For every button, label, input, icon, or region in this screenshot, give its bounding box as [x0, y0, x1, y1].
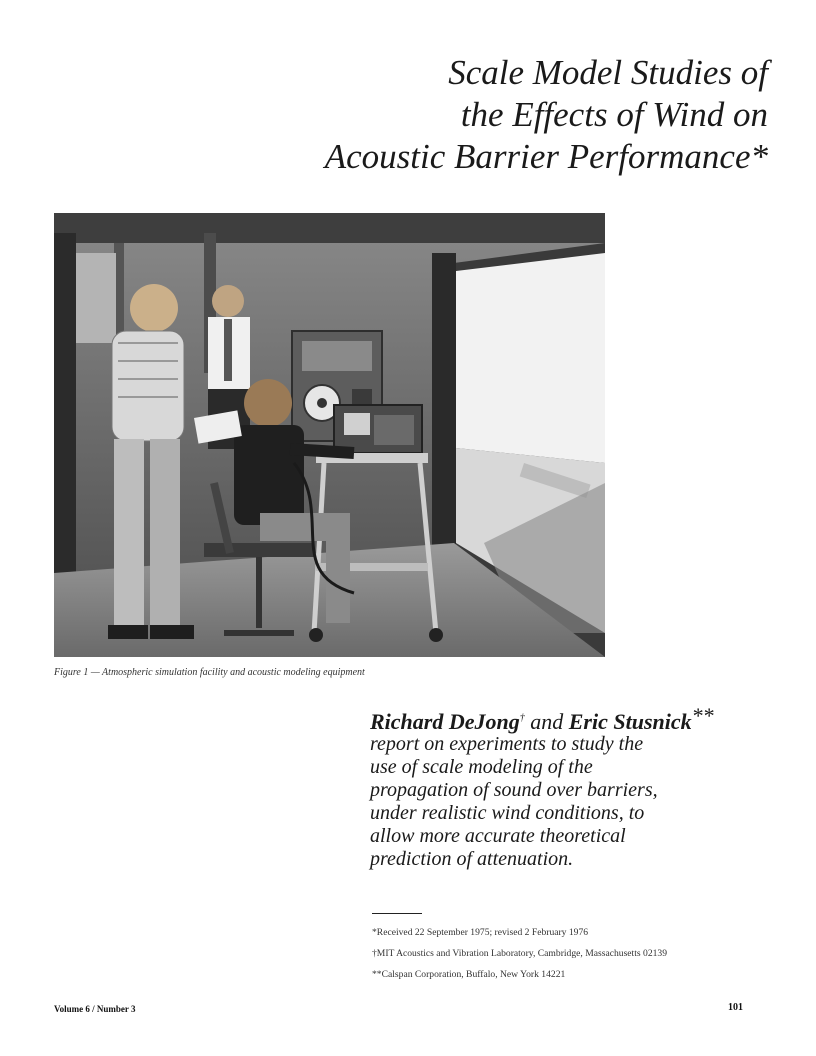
- title-line-3: Acoustic Barrier Performance*: [324, 137, 768, 176]
- abstract-block: [370, 704, 790, 871]
- article-title: [208, 52, 768, 178]
- abstract-line-6: prediction of attenuation.: [370, 848, 574, 870]
- figure-caption: Figure 1 — Atmospheric simulation facility and acoustic modeling equipment: [54, 667, 365, 678]
- footer-page-number: 101: [728, 1002, 743, 1013]
- footnote-divider: [372, 913, 422, 914]
- author-2-footnote-mark: **: [691, 703, 714, 728]
- title-line-2: the Effects of Wind on: [460, 95, 768, 134]
- abstract-line-4: under realistic wind conditions, to: [370, 802, 645, 824]
- figure-1-photo: [54, 213, 605, 657]
- footer-volume: Volume 6 / Number 3: [54, 1004, 136, 1014]
- abstract-line-1: report on experiments to study the: [370, 733, 644, 755]
- abstract-line-2: use of scale modeling of the: [370, 756, 593, 778]
- abstract-line-5: allow more accurate theoretical: [370, 825, 626, 847]
- footnotes: [372, 922, 667, 985]
- footnote-received: *Received 22 September 1975; revised 2 February 1976: [372, 927, 589, 938]
- authors-line: [370, 704, 790, 733]
- authors-conjunction: and: [530, 709, 564, 734]
- footnote-author-1-affiliation: †MIT Acoustics and Vibration Laboratory, Cambridge, Massachusetts 02139: [372, 948, 668, 959]
- author-1-name: Richard DeJong: [370, 709, 520, 734]
- author-2-name: Eric Stusnick: [568, 709, 692, 734]
- title-line-1: Scale Model Studies of: [448, 53, 768, 92]
- footnote-author-2-affiliation: **Calspan Corporation, Buffalo, New York 14221: [372, 969, 566, 980]
- author-1-footnote-mark: †: [519, 712, 525, 724]
- abstract-line-3: propagation of sound over barriers,: [370, 779, 658, 801]
- lab-photo-illustration: [54, 213, 605, 657]
